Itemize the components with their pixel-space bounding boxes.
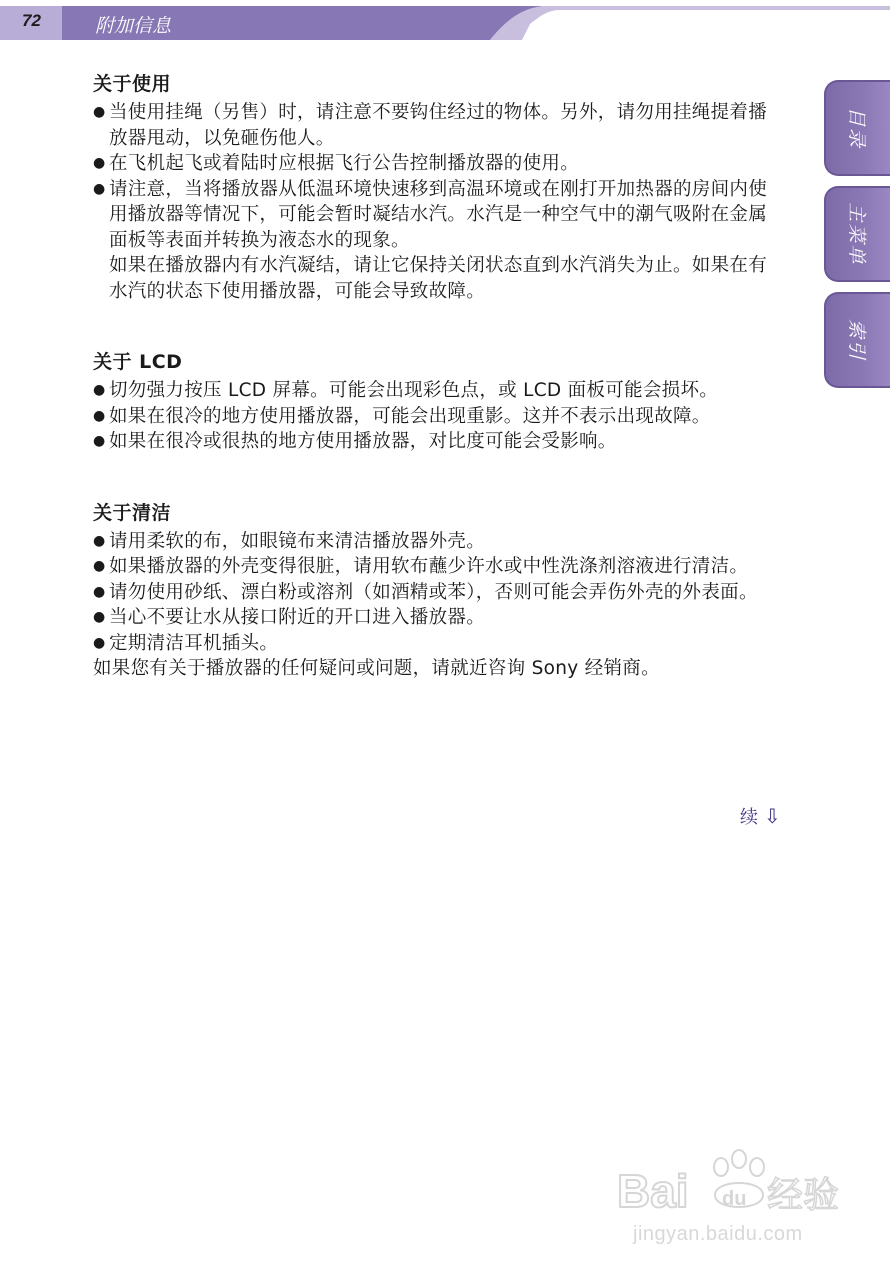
list-item (93, 605, 773, 631)
list-item (93, 378, 773, 404)
list-item-text: 切勿强力按压 LCD 屏幕。可能会出现彩色点，或 LCD 面板可能会损坏。 (109, 380, 719, 401)
list-item (93, 100, 773, 151)
list-item-text: 如果播放器的外壳变得很脏，请用软布蘸少许水或中性洗涤剂溶液进行清洁。 (109, 556, 749, 577)
bullet-icon: ● (93, 532, 106, 549)
list-item-text: 定期清洁耳机插头。 (109, 632, 279, 654)
list-item (93, 580, 773, 606)
bullet-icon: ● (93, 609, 106, 625)
section-cleaning (93, 499, 773, 682)
bullet-icon: ● (93, 433, 106, 449)
bullet-icon: ● (93, 558, 106, 574)
svg-text:经验: 经验 (767, 1175, 840, 1216)
list-item-text: 请用柔软的布，如眼镜布来清洁播放器外壳。 (109, 530, 486, 552)
list-item-text: 如果在很冷的地方使用播放器，可能会出现重影。这并不表示出现故障。 (109, 405, 711, 427)
main-content (93, 70, 773, 682)
tab-contents-label: 目录 (845, 106, 868, 150)
svg-text:du: du (722, 1188, 747, 1210)
list-item-text: 当心不要让水从接口附近的开口进入播放器。 (109, 607, 486, 628)
bullet-icon: ● (93, 382, 106, 398)
list-item (93, 529, 773, 555)
list-item-text: 请注意，当将播放器从低温环境快速移到高温环境或在刚打开加热器的房间内使用播放器等情况下，可能会暂时凝结水汽。水汽是一种空气中的潮气吸附在金属面板等表面并转换为液态水的现象。 (109, 178, 768, 251)
bullet-icon: ● (93, 407, 106, 424)
list-item-text: 当使用挂绳（另售）时，请注意不要钩住经过的物体。另外，请勿用挂绳提着播放器甩动，以免砸伤他人。 (109, 102, 768, 149)
tab-index-label: 索引 (845, 318, 868, 362)
page-header (0, 0, 890, 40)
tab-index[interactable] (824, 292, 890, 388)
list-item-text: 如果在很冷或很热的地方使用播放器，对比度可能会受影响。 (109, 431, 617, 452)
section-heading: 关于使用 (93, 73, 172, 95)
list-item (93, 404, 773, 430)
bullet-icon: ● (93, 155, 106, 171)
list-item (93, 554, 773, 580)
section-heading: 关于清洁 (93, 501, 172, 524)
svg-text:Bai: Bai (617, 1165, 689, 1217)
watermark (615, 1145, 845, 1255)
tab-contents[interactable] (824, 80, 890, 176)
section-lcd (93, 348, 773, 455)
section-heading: 关于 LCD (93, 351, 183, 373)
note-paragraph: 如果在播放器内有水汽凝结，请让它保持关闭状态直到水汽消失为止。如果在有水汽的状态下使用播放器，可能会导致故障。 (109, 255, 768, 302)
bullet-icon: ● (93, 104, 106, 120)
section-usage (93, 70, 773, 304)
baidu-logo-icon (615, 1145, 845, 1225)
list-item (93, 429, 773, 455)
tab-main-menu[interactable] (824, 186, 890, 282)
list-item-text: 请勿使用砂纸、漂白粉或溶剂（如酒精或苯），否则可能会弄伤外壳的外表面。 (109, 581, 758, 603)
list-item (93, 631, 773, 657)
closing-paragraph: 如果您有关于播放器的任何疑问或问题，请就近咨询 Sony 经销商。 (93, 658, 660, 679)
bullet-icon: ● (93, 634, 106, 651)
continued-link[interactable] (740, 803, 781, 829)
bullet-icon: ● (93, 180, 106, 197)
list-item (93, 177, 773, 254)
tab-main-menu-label: 主菜单 (845, 202, 868, 266)
continued-label: 续 (740, 807, 758, 828)
down-arrow-icon: ⇩ (764, 804, 781, 828)
list-item (93, 151, 773, 177)
page-number: 72 (22, 11, 41, 30)
bullet-icon: ● (93, 583, 106, 600)
watermark-url: jingyan.baidu.com (633, 1223, 803, 1245)
section-title: 附加信息 (95, 15, 172, 37)
list-item-text: 在飞机起飞或着陆时应根据飞行公告控制播放器的使用。 (109, 153, 580, 174)
